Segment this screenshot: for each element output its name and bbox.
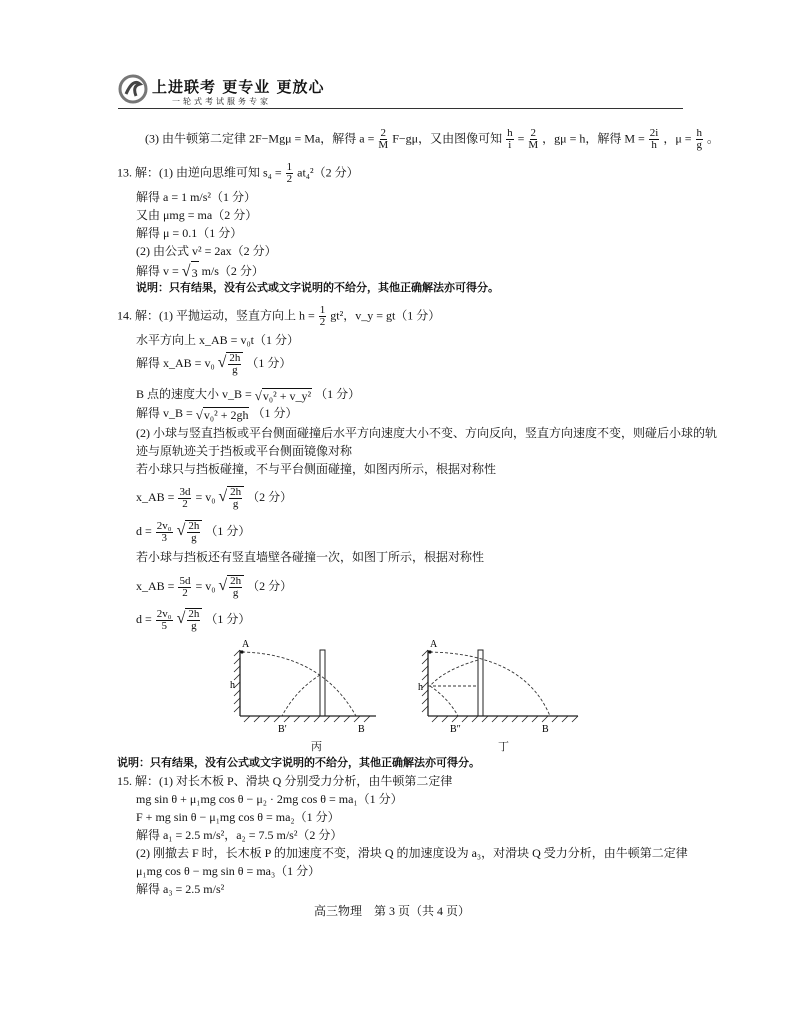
fraction: $\frac{h}{g}$ bbox=[696, 127, 703, 151]
baffle bbox=[320, 650, 325, 716]
fraction: $\frac{1}{2}$ bbox=[286, 161, 293, 185]
label-a: A bbox=[430, 640, 438, 650]
q14-line-9: x_AB = $\frac{3d}{2}$ = v₀ √ $\frac{2h}{g}$ （2 分） bbox=[136, 485, 293, 510]
ground-hatching bbox=[234, 650, 376, 722]
sqrt: √ $\frac{2h}{g}$ bbox=[218, 486, 244, 510]
q13-note: 说明：只有结果，没有公式或文字说明的不给分，其他正确解法亦可得分。 bbox=[136, 281, 499, 294]
q14-line-8: 若小球只与挡板碰撞，不与平台侧面碰撞，如图丙所示，根据对称性 bbox=[136, 462, 497, 476]
trajectory-reflected-2 bbox=[430, 686, 458, 716]
caption-bing: 丙 bbox=[311, 741, 322, 753]
q14-line-2: 水平方向上 x_AB = v₀t（1 分） bbox=[136, 333, 299, 347]
q14-line-6: (2) 小球与竖直挡板或平台侧面碰撞后水平方向速度大小不变、方向反向，竖直方向速度不变，则碰后小球的轨 bbox=[136, 426, 717, 440]
q14-note: 说明：只有结果，没有公式或文字说明的不给分，其他正确解法亦可得分。 bbox=[117, 756, 480, 769]
q12-text: ，gμ = h，解得 M = bbox=[542, 131, 645, 146]
q13-line-2: 解得 a = 1 m/s²（1 分） bbox=[136, 190, 257, 204]
brand-subtitle: 一轮式考试服务专家 bbox=[172, 97, 271, 106]
page-footer: 高三物理 第 3 页（共 4 页） bbox=[314, 904, 471, 918]
q15-line-6: μ₁mg cos θ − mg sin θ = ma₃（1 分） bbox=[136, 864, 321, 878]
trajectory-reflected bbox=[282, 675, 320, 716]
fraction: $\frac{5d}{2}$ bbox=[179, 574, 191, 599]
q14-line-10: d = $\frac{\text{2v₀}}{3}$ √ $\frac{2h}{g}$ （1 分） bbox=[136, 519, 251, 544]
figure-bing bbox=[226, 640, 386, 748]
fraction: $\frac{\text{2v₀}}{3}$ bbox=[156, 519, 172, 544]
header-rule bbox=[118, 108, 683, 109]
trajectory-original bbox=[430, 652, 550, 716]
q14-line-12: x_AB = $\frac{5d}{2}$ = v₀ √ $\frac{2h}{g}$ （2 分） bbox=[136, 574, 293, 599]
q12-text: ，μ = bbox=[663, 131, 692, 146]
sqrt: √ v₀² + v_y² bbox=[254, 387, 312, 403]
q13-line-1: 13. 解：(1) 由逆向思维可知 s₄ = $\frac{1}{2}$ at₄²（2 分） bbox=[117, 161, 359, 185]
label-b: B bbox=[542, 724, 549, 735]
q14-line-11: 若小球与挡板还有竖直墙壁各碰撞一次，如图丁所示，根据对称性 bbox=[136, 550, 485, 564]
fraction: $\frac{\text{2v₀}}{5}$ bbox=[156, 607, 172, 632]
q13-line-6: 解得 v = √ 3 m/s（2 分） bbox=[136, 261, 264, 283]
point-a bbox=[240, 650, 243, 653]
q12-text: (3) 由牛顿第二定律 2F−Mgμ = Ma，解得 a = bbox=[145, 131, 375, 146]
label-b-double-prime: B″ bbox=[450, 724, 461, 735]
q15-line-5: (2) 刚撤去 F 时，长木板 P 的加速度不变，滑块 Q 的加速度设为 a₃，对滑块 Q 受力分析，由牛顿第二定律 bbox=[136, 846, 688, 860]
q15-line-7: 解得 a₃ = 2.5 m/s² bbox=[136, 882, 225, 896]
fraction: $\frac{h}{i}$ bbox=[507, 127, 513, 151]
q14-line-4: B 点的速度大小 v_B = √ v₀² + v_y² （1 分） bbox=[136, 387, 361, 403]
q15-line-3: F + mg sin θ − μ₁mg cos θ = ma₂（1 分） bbox=[136, 810, 340, 824]
label-b-prime: B′ bbox=[278, 724, 287, 735]
q13-line-3: 又由 μmg = ma（2 分） bbox=[136, 208, 258, 222]
fraction: $\frac{1}{2}$ bbox=[319, 304, 326, 328]
q14-line-5: 解得 v_B = √ v₀² + 2gh （1 分） bbox=[136, 406, 298, 422]
trajectory-reflected-1 bbox=[430, 660, 478, 686]
fraction: $\frac{2}{M}$ bbox=[528, 127, 539, 151]
label-b: B bbox=[358, 724, 365, 735]
q14-line-1: 14. 解：(1) 平抛运动，竖直方向上 h = $\frac{1}{2}$ gt²，v_y = gt（1 分） bbox=[117, 304, 441, 328]
q15-line-1: 15. 解：(1) 对长木板 P、滑块 Q 分别受力分析，由牛顿第二定律 bbox=[117, 774, 453, 788]
q14-line-7: 迹与原轨迹关于挡板或平台侧面镜像对称 bbox=[136, 444, 353, 458]
label-h: h bbox=[230, 680, 235, 691]
label-h: h bbox=[418, 682, 423, 693]
q13-line-5: (2) 由公式 v² = 2ax（2 分） bbox=[136, 244, 277, 258]
figure-ding bbox=[414, 640, 584, 748]
q15-line-2: mg sin θ + μ₁mg cos θ − μ₂ · 2mg cos θ = ma₁（1 分） bbox=[136, 792, 403, 806]
sqrt: √ 3 bbox=[182, 261, 199, 283]
trajectory-original bbox=[242, 652, 356, 716]
q15-line-4: 解得 a₁ = 2.5 m/s²，a₂ = 7.5 m/s²（2 分） bbox=[136, 828, 343, 842]
label-a: A bbox=[242, 640, 250, 650]
fraction: $\frac{3d}{2}$ bbox=[179, 485, 191, 510]
q12-text: F−gμ，又由图像可知 bbox=[392, 131, 503, 146]
caption-ding: 丁 bbox=[498, 741, 509, 753]
fraction: $\frac{2}{M}$ bbox=[378, 127, 389, 151]
q14-line-13: d = $\frac{\text{2v₀}}{5}$ √ $\frac{2h}{g}$ （1 分） bbox=[136, 607, 251, 632]
logo-icon bbox=[118, 74, 148, 104]
header-logo bbox=[118, 74, 148, 104]
q12-part3: (3) 由牛顿第二定律 2F−Mgμ = Ma，解得 a = $\frac{2}{M}$ F−gμ，又由图像可知 $\frac{h}{i}$ = $\frac{2}{M}$ ，gμ = h，解得 M = $\frac{2i}{h}$ ，μ = $\frac{h}{g}$ 。 bbox=[145, 127, 720, 151]
q13-line-4: 解得 μ = 0.1（1 分） bbox=[136, 226, 243, 240]
baffle bbox=[478, 650, 483, 716]
sqrt: √ $\frac{2h}{g}$ bbox=[218, 575, 244, 599]
sqrt: √ $\frac{2h}{g}$ bbox=[177, 520, 203, 544]
brand-title: 上进联考 更专业 更放心 bbox=[152, 78, 325, 96]
sqrt: √ v₀² + 2gh bbox=[195, 406, 249, 422]
sqrt: √ $\frac{2h}{g}$ bbox=[218, 352, 244, 376]
point-a bbox=[428, 650, 431, 653]
q14-line-3: 解得 x_AB = v₀ √ $\frac{2h}{g}$ （1 分） bbox=[136, 352, 292, 376]
sqrt: √ $\frac{2h}{g}$ bbox=[177, 608, 203, 632]
fraction: $\frac{2i}{h}$ bbox=[649, 127, 659, 151]
